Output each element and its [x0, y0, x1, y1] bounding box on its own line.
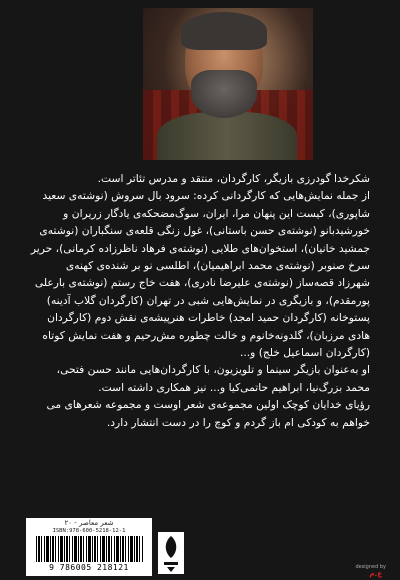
- barcode-bars: [36, 536, 144, 562]
- barcode-panel: [26, 518, 152, 576]
- barcode-number: 9 786005 218121: [49, 563, 129, 572]
- author-shirt: [157, 112, 297, 160]
- author-biography: [30, 170, 370, 431]
- bio-intro: شکرخدا گودرزی بازیگر، کارگردان، منتقد و مدرس تئاتر است.: [97, 172, 370, 185]
- designer-mark: ع.م: [369, 570, 382, 578]
- author-photo: [143, 8, 313, 160]
- bio-cinema: او به‌عنوان بازیگر سینما و تلویزیون، با کارگردان‌هایی مانند حسن فتحی، محمد بزرگ‌نیا، ابراهیم حاتمی‌کیا و... نیز همکاری داشته است.: [56, 363, 370, 394]
- designed-by-label: designed by: [355, 564, 386, 570]
- publisher-logo-icon: [158, 532, 184, 574]
- isbn-text: ISBN:978-600-5218-12-1: [52, 528, 126, 534]
- author-beard: [191, 70, 257, 118]
- series-label: شعر معاصر - ۲۰: [64, 519, 114, 527]
- author-hair: [181, 12, 267, 50]
- bio-works: از جمله نمایش‌هایی که کارگردانی کرده: سرود بال سروش (نوشته‌ی سعید شاپوری)، کیست این پنهان مرا، ایران، سوگ‌مضحکه‌ی یادگار زریران و خورشیدبانو (نوشته‌ی حسن باستانی)، غول زنگی قلعه‌ی سنگباران (نوشته‌ی جمشید خانیان)، استخوان‌های طلایی (نوشته‌ی فرهاد ناظرزاده کرمانی)، حریر سرخ صنوبر (نوشته‌ی محمد ابراهیمیان)، اطلسی نو بر شنده‌ی کهنه‌ی شهرزاد قصه‌ساز (نوشته‌ی علیرضا نادری)، هفت خاج رستم (نوشته‌ی بارعلی پورمقدم)، و بازیگری در نمایش‌هایی شبی در تهران (کارگردان گلاب آدینه) پستوخانه (کارگردان حمید امجد) خاطرات هنرپیشه‌ی نقش دوم (کارگردان هادی مرزبان)، گلدونه‌خانوم و خالت چطوره مش‌رحیم و هفت نمایش کوتاه (کارگردان اسماعیل خلج) و...: [30, 189, 370, 360]
- bio-poetry: رؤیای خدایان کوچک اولین مجموعه‌ی شعر اوست و مجموعه شعرهای می خواهم به کودکی ام باز گردم و کوچ را در دست انتشار دارد.: [46, 398, 370, 429]
